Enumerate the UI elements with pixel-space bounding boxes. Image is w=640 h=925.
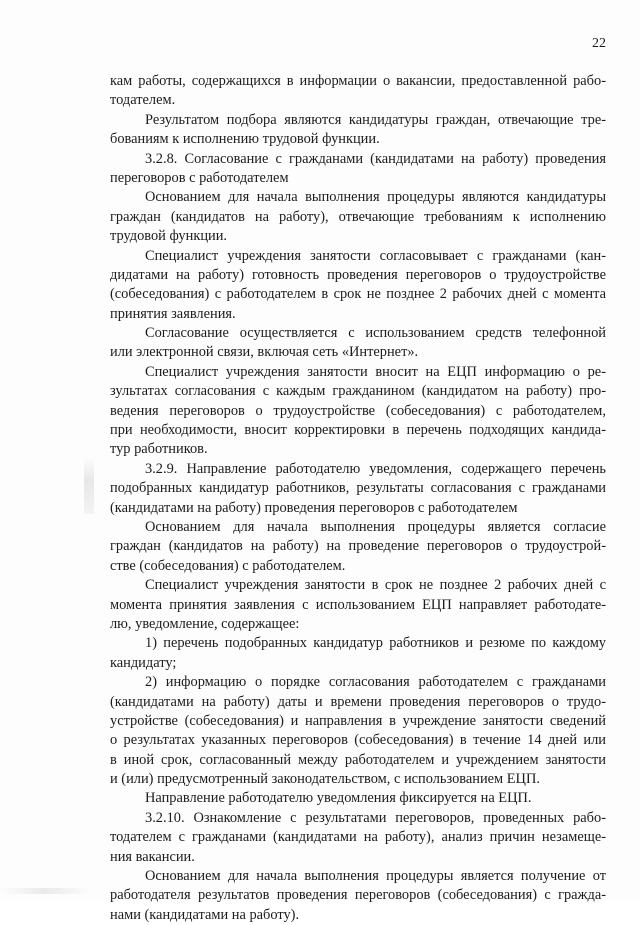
paragraph-line: 2) информацию о порядке согласования работодателем с гражданами (145, 674, 606, 691)
paragraph-line: (кандидатами на работу) даты и времени проведения переговоров о трудо- (110, 693, 606, 710)
paragraph-line: ния вакансии. (110, 848, 195, 865)
paragraph (110, 673, 606, 789)
paragraph-line: при необходимости, вносит корректировки в перечень подходящих кандида- (110, 422, 606, 439)
paragraph-line: ведения переговоров о трудоустройстве (собеседования) с работодателем, (110, 402, 606, 419)
paragraph-line: кандидату; (110, 654, 177, 671)
paragraph-line: бованиям к исполнению трудовой функции. (110, 131, 380, 148)
paragraph-line: Основанием для начала выполнения процедуры является согласие (145, 518, 606, 535)
paragraph-line: 3.2.9. Направление работодателю уведомления, содержащего перечень (145, 460, 606, 477)
page-number: 22 (592, 36, 606, 51)
paragraph-line: трудовой функции. (110, 228, 228, 245)
paragraph-line: и (или) предусмотренный законодательством, с использованием ЕЦП. (110, 771, 540, 788)
paragraph-line: принятия заявления. (110, 305, 236, 322)
paragraph-line: о результатах указанных переговоров (собеседования) в течение 14 дней или (110, 732, 606, 749)
paragraph-line: 3.2.10. Ознакомление с результатами переговоров, проведенных рабо- (145, 809, 606, 826)
paragraph (110, 576, 606, 634)
paragraph-line: граждан (кандидатов на работу) на проведение переговоров о трудоустрой- (110, 538, 606, 555)
paragraph (110, 150, 606, 189)
paragraph-line: тодателем с гражданами (кандидатами на работу), анализ причин незамеще- (110, 829, 606, 846)
paragraph-line: Основанием для начала выполнения процедуры являются кандидатуры (145, 189, 606, 206)
paragraph-line: работодателя результатов проведения переговоров (собеседования) с гражда- (110, 887, 606, 904)
paragraph-line: тодателем. (110, 92, 176, 109)
paragraph-line: 1) перечень подобранных кандидатур работников и резюме по каждому (145, 635, 606, 652)
document-body (110, 72, 606, 925)
paragraph-line: устройстве (собеседования) и направления в учреждение занятости сведений (110, 712, 606, 729)
paragraph (110, 867, 606, 925)
paragraph-line: Специалист учреждения занятости согласовывает с гражданами (кан- (145, 247, 606, 264)
paragraph-line: 3.2.8. Согласование с гражданами (кандидатами на работу) проведения (145, 150, 606, 167)
paragraph (110, 72, 606, 111)
paragraph-line: (кандидатами на работу) проведения переговоров с работодателем (110, 499, 518, 516)
paragraph (110, 789, 606, 808)
paragraph-line: переговоров с работодателем (110, 169, 289, 186)
paragraph-line: граждан (кандидатов на работу), отвечающие требованиям к исполнению (110, 208, 606, 225)
paragraph-line: или электронной связи, включая сеть «Интернет». (110, 344, 419, 361)
paragraph (110, 634, 606, 673)
paragraph-line: Основанием для начала выполнения процедуры является получение от (145, 868, 606, 885)
paragraph-line: Специалист учреждения занятости вносит на ЕЦП информацию о ре- (145, 363, 606, 380)
paragraph (110, 460, 606, 518)
paragraph-line: момента принятия заявления с использованием ЕЦП направляет работодате- (110, 596, 606, 613)
paragraph-line: тур работников. (110, 441, 208, 458)
paragraph-line: (собеседования) с работодателем в срок не позднее 2 рабочих дней с момента (110, 286, 606, 303)
paragraph (110, 111, 606, 150)
scan-artifact-bottom (0, 888, 90, 894)
paragraph (110, 324, 606, 363)
paragraph-line: Результатом подбора являются кандидатуры граждан, отвечающие тре- (145, 111, 606, 128)
paragraph (110, 518, 606, 576)
paragraph (110, 363, 606, 460)
paragraph-line: в иной срок, согласованный между работодателем и учреждением занятости (110, 751, 606, 768)
paragraph (110, 188, 606, 246)
paragraph-line: дидатами на работу) готовность проведения переговоров о трудоустройстве (110, 266, 606, 283)
paragraph-line: лю, уведомление, содержащее: (110, 615, 300, 632)
scan-artifact (84, 458, 94, 514)
paragraph-line: Согласование осуществляется с использованием средств телефонной (145, 325, 606, 342)
paragraph-line: стве (собеседования) с работодателем. (110, 557, 346, 574)
paragraph (110, 247, 606, 325)
paragraph-line: кам работы, содержащихся в информации о вакансии, предоставленной рабо- (110, 73, 606, 89)
paragraph-line: подобранных кандидатур работников, результаты согласования с гражданами (110, 480, 606, 497)
paragraph (110, 809, 606, 867)
paragraph-line: Специалист учреждения занятости в срок не позднее 2 рабочих дней с (145, 577, 606, 594)
paragraph-line: нами (кандидатами на работу). (110, 906, 300, 923)
paragraph-line: Направление работодателю уведомления фиксируется на ЕЦП. (145, 790, 532, 807)
paragraph-line: зультатах согласования с каждым гражданином (кандидатом на работу) про- (110, 383, 606, 400)
